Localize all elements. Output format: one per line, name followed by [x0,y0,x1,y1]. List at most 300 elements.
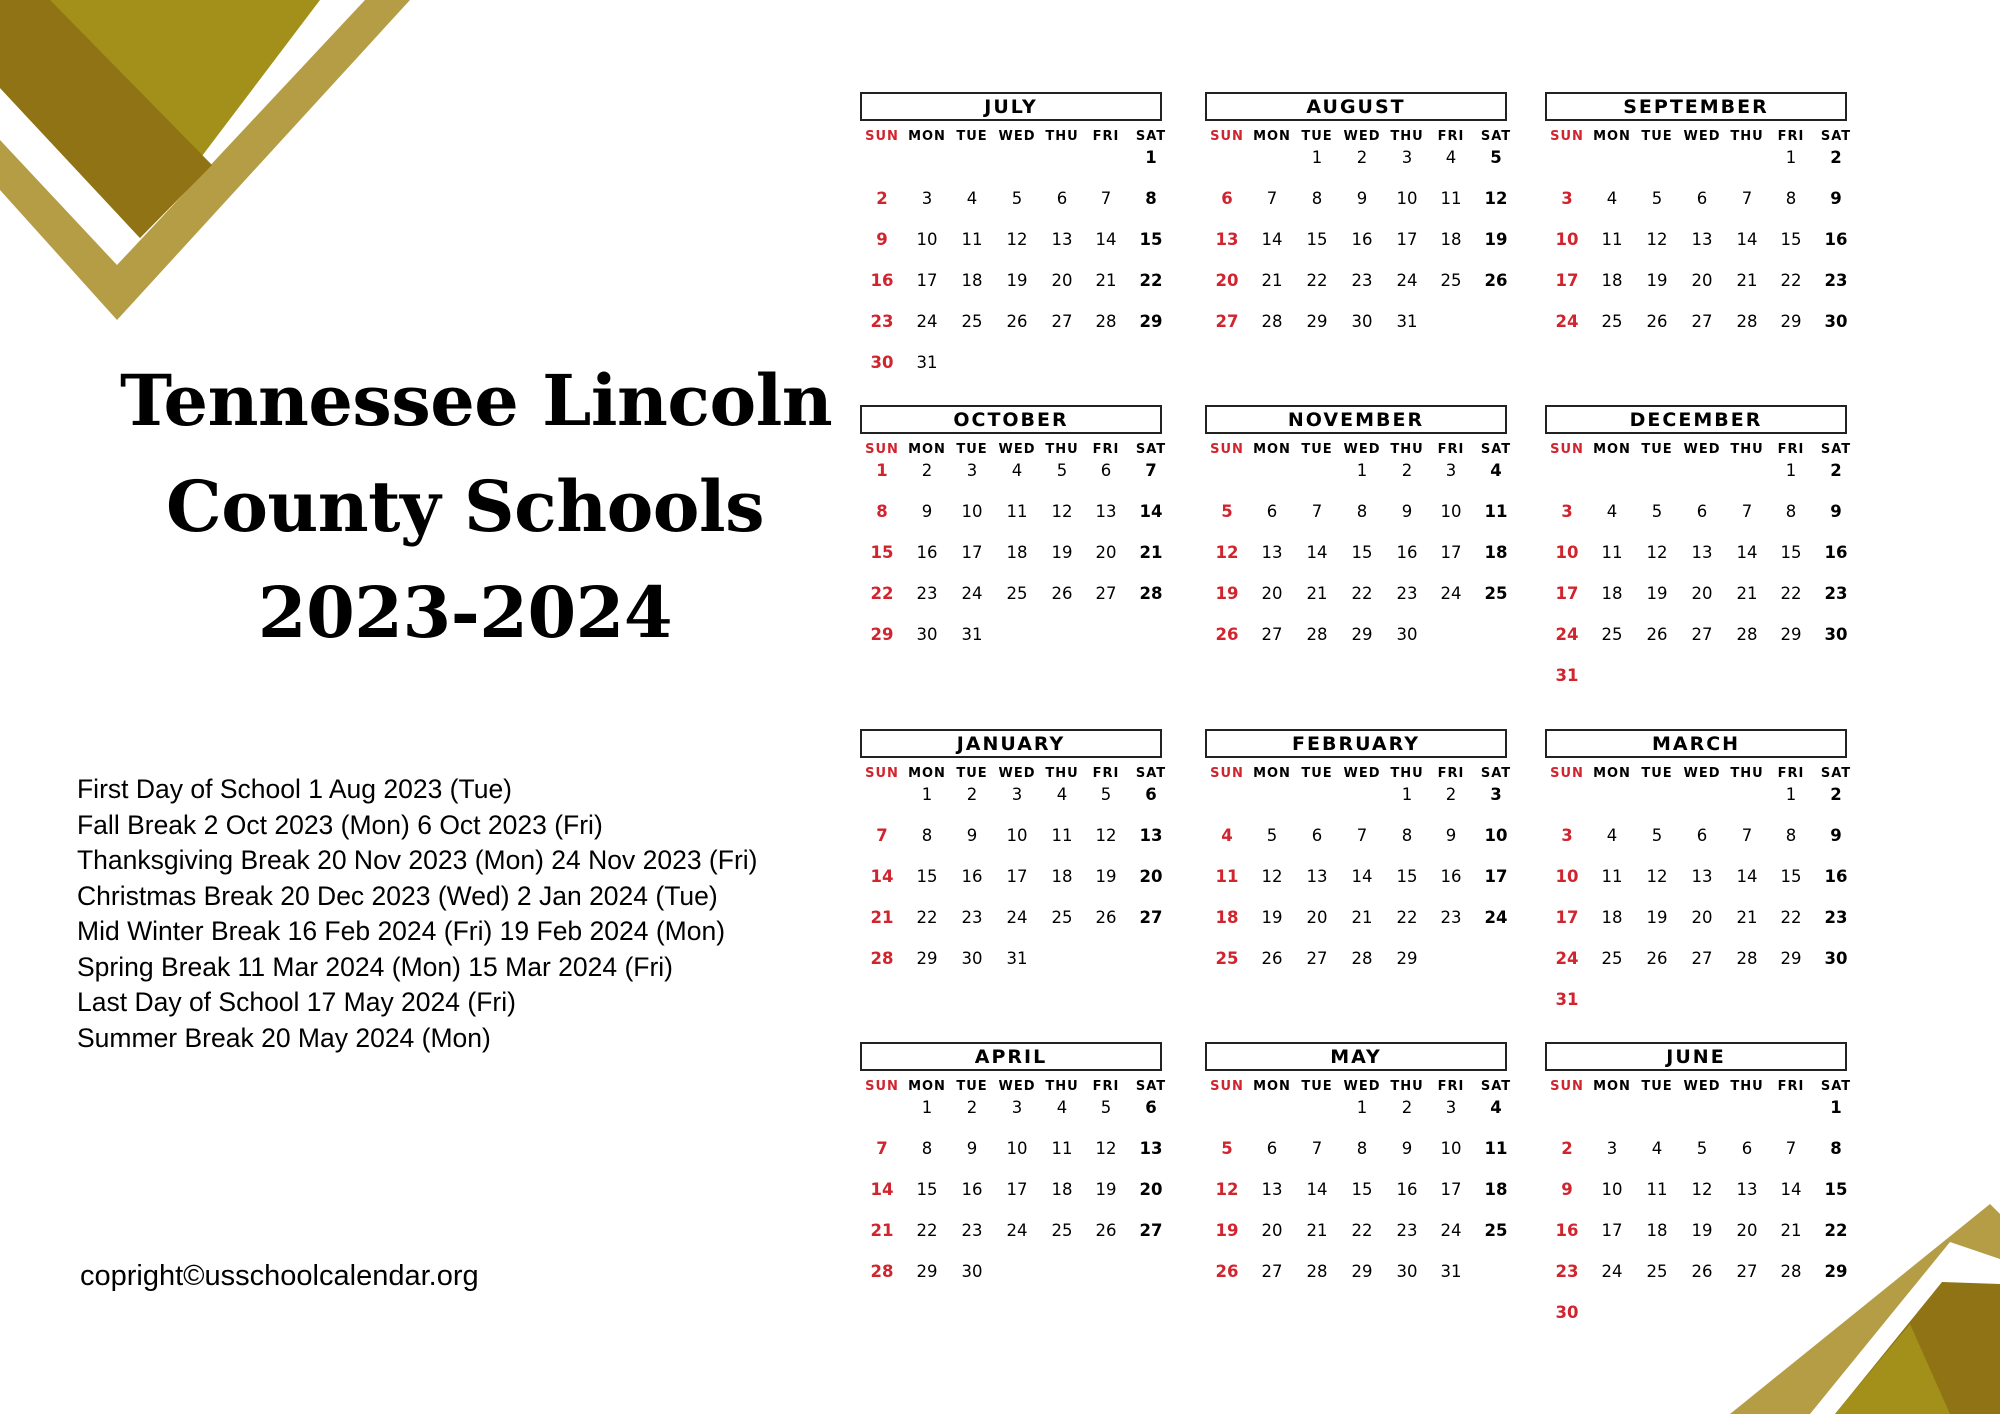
calendar-day: 30 [1396,625,1418,644]
calendar-day: 22 [916,1221,938,1240]
weekday-label: TUE [1301,129,1333,144]
calendar-day: 29 [1396,949,1418,968]
weekday-label: FRI [1437,129,1465,144]
calendar-day: 4 [966,189,978,208]
calendar-day: 9 [966,1139,978,1158]
calendar-day: 12 [1261,867,1283,886]
calendar-day: 20 [1261,1221,1283,1240]
weekday-label: WED [1343,129,1381,144]
weekday-label: SAT [1480,766,1512,781]
weekday-label: TUE [956,442,988,457]
event-item: Mid Winter Break 16 Feb 2024 (Fri) 19 Feb 2024 (Mon) [77,916,726,946]
calendar-day: 14 [1736,543,1758,562]
calendar-day: 2 [1356,148,1368,167]
calendar-day: 16 [961,1180,983,1199]
calendar-day: 27 [1095,584,1117,603]
calendar-day: 24 [1555,312,1579,331]
calendar-day: 6 [1311,826,1323,845]
calendar-day: 11 [1051,1139,1073,1158]
weekday-label: FRI [1777,766,1805,781]
calendar-day: 19 [1095,867,1117,886]
calendar-day: 23 [870,312,894,331]
calendar-day: 27 [1691,625,1713,644]
calendar-day: 14 [1306,1180,1328,1199]
calendar-day: 17 [1555,908,1579,927]
calendar-day: 9 [1561,1180,1573,1199]
weekday-header [1205,442,1511,458]
calendar-day: 20 [1051,271,1073,290]
calendar-day: 1 [1785,785,1797,804]
calendar-day: 23 [916,584,938,603]
weekday-label: FRI [1437,1079,1465,1094]
calendar-day: 18 [1646,1221,1668,1240]
weekday-label: WED [1343,766,1381,781]
calendar-day: 8 [1311,189,1323,208]
weekday-label: MON [1593,442,1631,457]
calendar-day: 28 [870,949,894,968]
calendar-day: 5 [1651,189,1663,208]
weekday-label: SUN [865,766,899,781]
event-item: Fall Break 2 Oct 2023 (Mon) 6 Oct 2023 (Fri) [77,809,603,840]
calendar-day: 8 [921,1139,933,1158]
weekday-label: MON [1253,766,1291,781]
calendar-day: 13 [1139,1139,1163,1158]
calendar-day: 4 [1651,1139,1663,1158]
calendar-day: 7 [1741,502,1753,521]
calendar-day: 17 [1006,1180,1028,1199]
event-item: First Day of School 1 Aug 2023 (Tue) [77,774,513,804]
calendar-day: 2 [966,1098,978,1117]
weekday-label: FRI [1437,766,1465,781]
copyright-text: copright©usschoolcalendar.org [80,1260,479,1292]
calendar-day: 26 [1215,1262,1239,1281]
calendar-day: 19 [1646,584,1668,603]
calendar-day: 20 [1306,908,1328,927]
calendar-title [120,348,833,666]
calendar-day: 11 [1601,867,1623,886]
weekday-label: WED [1683,129,1721,144]
weekday-label: THU [1390,129,1424,144]
calendar-day: 25 [1051,1221,1073,1240]
calendar-day: 22 [1396,908,1418,927]
month-title: APRIL [860,1042,1162,1071]
calendar-day: 21 [1736,271,1758,290]
calendar-day: 21 [1261,271,1283,290]
calendar-day: 13 [1306,867,1328,886]
weekday-header [1545,1079,1851,1095]
calendar-day: 3 [1561,826,1573,845]
calendar-day: 15 [1306,230,1328,249]
title-line: Tennessee Lincoln [120,359,833,442]
calendar-day: 16 [916,543,938,562]
calendar-day: 10 [1006,1139,1028,1158]
weekday-label: SAT [1820,442,1852,457]
calendar-day: 21 [870,1221,894,1240]
calendar-day: 18 [1440,230,1462,249]
calendar-day: 18 [1006,543,1028,562]
calendar-day: 20 [1691,908,1713,927]
calendar-day: 15 [1780,867,1802,886]
calendar-day: 14 [1139,502,1163,521]
calendar-day: 6 [1696,189,1708,208]
calendar-day: 27 [1736,1262,1758,1281]
calendar-day: 18 [1484,1180,1508,1199]
calendar-day: 1 [876,461,888,480]
calendar-day: 28 [1736,625,1758,644]
weekday-label: THU [1045,442,1079,457]
calendar-day: 1 [921,785,933,804]
calendar-day: 26 [1006,312,1028,331]
calendar-day: 29 [1139,312,1163,331]
calendar-day: 1 [1145,148,1157,167]
calendar-day: 13 [1261,543,1283,562]
month-title: MAY [1205,1042,1507,1071]
calendar-day: 20 [1095,543,1117,562]
weekday-label: TUE [1641,766,1673,781]
calendar-day: 15 [1780,543,1802,562]
weekday-label: SAT [1820,1079,1852,1094]
calendar-day: 6 [1741,1139,1753,1158]
calendar-day: 24 [1440,584,1462,603]
calendar-day: 28 [1306,625,1328,644]
calendar-day: 9 [1830,189,1842,208]
weekday-label: SAT [1135,766,1167,781]
weekday-label: MON [908,1079,946,1094]
calendar-day: 27 [1139,1221,1163,1240]
calendar-day: 24 [1601,1262,1623,1281]
calendar-day: 27 [1051,312,1073,331]
calendar-day: 2 [1401,1098,1413,1117]
calendar-day: 26 [1095,1221,1117,1240]
calendar-day: 5 [1651,502,1663,521]
calendar-day: 14 [1780,1180,1802,1199]
calendar-day: 4 [1056,785,1068,804]
month-title: JULY [860,92,1162,121]
weekday-label: MON [1593,766,1631,781]
weekday-header [860,1079,1166,1095]
weekday-label: THU [1045,1079,1079,1094]
weekday-label: SAT [1135,129,1167,144]
calendar-day: 5 [1011,189,1023,208]
bottom-right-gold-decoration [1730,1204,2000,1414]
calendar-day: 15 [1139,230,1163,249]
calendar-day: 30 [916,625,938,644]
weekday-label: TUE [1301,1079,1333,1094]
calendar-day: 25 [1484,1221,1508,1240]
weekday-label: TUE [956,129,988,144]
calendar-day: 26 [1646,949,1668,968]
calendar-day: 28 [870,1262,894,1281]
calendar-day: 2 [966,785,978,804]
calendar-day: 10 [1006,826,1028,845]
calendar-day: 31 [1555,666,1579,685]
calendar-day: 17 [1484,867,1508,886]
calendar-day: 3 [1011,1098,1023,1117]
calendar-day: 7 [1100,189,1112,208]
calendar-day: 1 [1356,1098,1368,1117]
calendar-day: 10 [1601,1180,1623,1199]
calendar-day: 14 [1261,230,1283,249]
calendar-day: 31 [916,353,938,372]
top-left-gold-decoration [0,0,420,330]
calendar-day: 2 [876,189,888,208]
calendar-day: 6 [1266,502,1278,521]
calendar-day: 17 [1601,1221,1623,1240]
weekday-header [1545,442,1851,458]
calendar-day: 31 [1440,1262,1462,1281]
calendar-day: 11 [1440,189,1462,208]
weekday-label: WED [998,129,1036,144]
weekday-label: SUN [1550,1079,1584,1094]
calendar-day: 29 [1780,312,1802,331]
calendar-day: 20 [1139,867,1163,886]
weekday-label: FRI [1092,1079,1120,1094]
weekday-label: SUN [1550,129,1584,144]
calendar-day: 18 [1051,867,1073,886]
calendar-day: 3 [921,189,933,208]
calendar-day: 11 [1601,543,1623,562]
calendar-day: 13 [1215,230,1239,249]
events-list [77,772,797,1056]
calendar-day: 6 [1145,1098,1157,1117]
calendar-day: 12 [1691,1180,1713,1199]
calendar-day: 5 [1221,1139,1233,1158]
calendar-day: 29 [1351,625,1373,644]
calendar-day: 8 [1356,502,1368,521]
calendar-day: 23 [1555,1262,1579,1281]
weekday-header [860,766,1166,782]
calendar-day: 20 [1691,584,1713,603]
weekday-label: SAT [1480,442,1512,457]
weekday-label: SUN [1210,766,1244,781]
calendar-day: 9 [1401,502,1413,521]
calendar-day: 11 [1484,1139,1508,1158]
weekday-label: THU [1390,442,1424,457]
calendar-day: 8 [1401,826,1413,845]
calendar-day: 5 [1490,148,1502,167]
calendar-day: 4 [1490,461,1502,480]
calendar-day: 19 [1215,1221,1239,1240]
calendar-day: 7 [1266,189,1278,208]
calendar-day: 4 [1606,826,1618,845]
calendar-day: 5 [1266,826,1278,845]
calendar-day: 30 [870,353,894,372]
weekday-header [1545,766,1851,782]
calendar-day: 19 [1261,908,1283,927]
calendar-day: 31 [961,625,983,644]
calendar-day: 23 [1396,584,1418,603]
calendar-day: 2 [1561,1139,1573,1158]
calendar-day: 17 [1440,1180,1462,1199]
calendar-day: 10 [1555,867,1579,886]
calendar-day: 11 [1215,867,1239,886]
calendar-day: 10 [1484,826,1508,845]
weekday-label: SUN [1210,1079,1244,1094]
calendar-day: 3 [1445,1098,1457,1117]
calendar-day: 8 [921,826,933,845]
calendar-day: 12 [1646,543,1668,562]
calendar-day: 5 [1221,502,1233,521]
calendar-day: 7 [1741,189,1753,208]
calendar-day: 10 [916,230,938,249]
weekday-label: SUN [865,129,899,144]
calendar-day: 29 [870,625,894,644]
calendar-day: 21 [1736,908,1758,927]
calendar-day: 18 [1484,543,1508,562]
weekday-header [1545,129,1851,145]
calendar-day: 17 [1440,543,1462,562]
calendar-day: 18 [1215,908,1239,927]
calendar-day: 21 [1095,271,1117,290]
calendar-day: 14 [870,867,894,886]
calendar-day: 23 [1824,271,1848,290]
calendar-day: 12 [1051,502,1073,521]
calendar-day: 5 [1100,785,1112,804]
calendar-day: 21 [1139,543,1163,562]
calendar-day: 19 [1006,271,1028,290]
calendar-day: 18 [1601,908,1623,927]
calendar-day: 21 [870,908,894,927]
calendar-day: 29 [916,1262,938,1281]
calendar-day: 4 [1445,148,1457,167]
calendar-day: 7 [1311,1139,1323,1158]
calendar-day: 27 [1306,949,1328,968]
calendar-day: 27 [1215,312,1239,331]
calendar-day: 17 [961,543,983,562]
weekday-label: THU [1730,442,1764,457]
calendar-day: 28 [1736,312,1758,331]
calendar-day: 24 [1484,908,1508,927]
calendar-day: 28 [1780,1262,1802,1281]
calendar-day: 10 [1555,230,1579,249]
weekday-label: WED [998,442,1036,457]
calendar-day: 31 [1396,312,1418,331]
calendar-day: 7 [1311,502,1323,521]
calendar-day: 7 [1356,826,1368,845]
calendar-day: 7 [1785,1139,1797,1158]
calendar-day: 15 [1351,543,1373,562]
calendar-day: 11 [1601,230,1623,249]
event-item: Spring Break 11 Mar 2024 (Mon) 15 Mar 2024 (Fri) [77,951,674,982]
weekday-label: MON [1593,1079,1631,1094]
weekday-header [1205,129,1511,145]
calendar-day: 3 [1011,785,1023,804]
calendar-day: 29 [1780,949,1802,968]
calendar-day: 3 [1561,502,1573,521]
calendar-day: 2 [1445,785,1457,804]
calendar-day: 14 [1351,867,1373,886]
calendar-day: 23 [1351,271,1373,290]
calendar-day: 26 [1646,312,1668,331]
month-title: MARCH [1545,729,1847,758]
calendar-day: 28 [1306,1262,1328,1281]
calendar-day: 27 [1261,1262,1283,1281]
calendar-day: 24 [1440,1221,1462,1240]
calendar-day: 30 [1351,312,1373,331]
weekday-label: SAT [1135,442,1167,457]
calendar-day: 16 [1396,1180,1418,1199]
calendar-day: 16 [1824,543,1848,562]
calendar-day: 4 [1490,1098,1502,1117]
calendar-day: 14 [1736,230,1758,249]
calendar-day: 24 [1006,1221,1028,1240]
weekday-label: TUE [956,1079,988,1094]
calendar-day: 26 [1095,908,1117,927]
calendar-day: 2 [1830,461,1842,480]
calendar-day: 28 [1261,312,1283,331]
weekday-label: MON [908,766,946,781]
weekday-label: WED [1343,1079,1381,1094]
calendar-day: 13 [1051,230,1073,249]
calendar-day: 25 [1440,271,1462,290]
calendar-day: 8 [876,502,888,521]
weekday-label: FRI [1437,442,1465,457]
weekday-label: MON [1593,129,1631,144]
weekday-label: FRI [1777,129,1805,144]
calendar-day: 8 [1785,826,1797,845]
weekday-label: MON [908,129,946,144]
calendar-day: 2 [1830,785,1842,804]
calendar-day: 28 [1351,949,1373,968]
calendar-day: 11 [1484,502,1508,521]
calendar-day: 12 [1646,867,1668,886]
calendar-day: 10 [961,502,983,521]
calendar-day: 29 [1306,312,1328,331]
calendar-day: 4 [1606,502,1618,521]
calendar-day: 2 [1830,148,1842,167]
title-line: County Schools [165,465,764,548]
calendar-day: 1 [1356,461,1368,480]
weekday-header [860,129,1166,145]
calendar-day: 17 [1006,867,1028,886]
calendar-day: 19 [1215,584,1239,603]
calendar-day: 26 [1261,949,1283,968]
weekday-label: THU [1045,766,1079,781]
calendar-day: 26 [1691,1262,1713,1281]
weekday-label: THU [1730,129,1764,144]
weekday-label: FRI [1092,442,1120,457]
calendar-day: 24 [961,584,983,603]
weekday-label: SUN [865,1079,899,1094]
weekday-label: MON [908,442,946,457]
calendar-day: 30 [1824,949,1848,968]
calendar-day: 13 [1139,826,1163,845]
calendar-day: 11 [1051,826,1073,845]
calendar-day: 4 [1056,1098,1068,1117]
calendar-day: 28 [1736,949,1758,968]
event-item: Christmas Break 20 Dec 2023 (Wed) 2 Jan 2024 (Tue) [77,880,718,911]
title-line: 2023-2024 [257,571,673,654]
calendar-day: 15 [916,1180,938,1199]
calendar-day: 16 [1555,1221,1579,1240]
weekday-header [1205,766,1511,782]
weekday-label: FRI [1777,1079,1805,1094]
calendar-day: 28 [1095,312,1117,331]
calendar-day: 6 [1696,826,1708,845]
calendar-day: 17 [916,271,938,290]
weekday-label: TUE [1641,1079,1673,1094]
calendar-day: 11 [1006,502,1028,521]
calendar-day: 19 [1051,543,1073,562]
month-title: AUGUST [1205,92,1507,121]
calendar-day: 15 [870,543,894,562]
weekday-label: WED [1683,442,1721,457]
calendar-day: 10 [1440,1139,1462,1158]
calendar-day: 19 [1691,1221,1713,1240]
weekday-label: THU [1045,129,1079,144]
calendar-day: 11 [1646,1180,1668,1199]
calendar-day: 25 [1601,625,1623,644]
